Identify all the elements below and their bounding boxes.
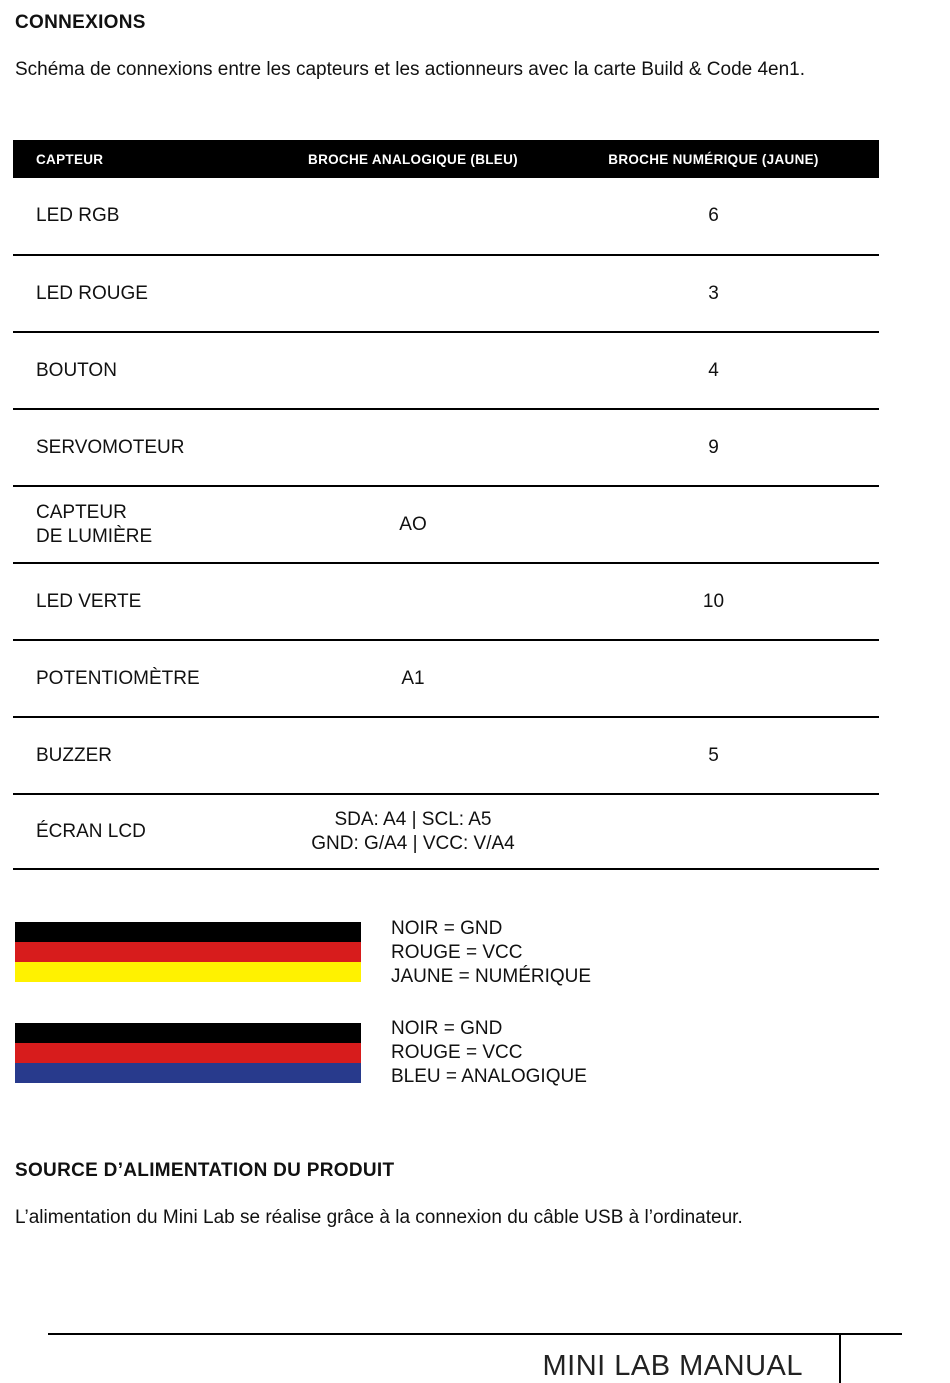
cable-band-blue: [15, 1063, 361, 1083]
cable-band-red: [15, 1043, 361, 1063]
analog-cell: [278, 178, 548, 255]
sensor-cell: LED ROUGE: [13, 255, 278, 332]
cable-band-yellow: [15, 962, 361, 982]
sensor-cell: SERVOMOTEUR: [13, 409, 278, 486]
digital-cell: 3: [548, 255, 879, 332]
sensor-cell: CAPTEUR DE LUMIÈRE: [13, 486, 278, 563]
cable-analog-swatch: [15, 1023, 361, 1083]
analog-cell: AO: [278, 486, 548, 563]
digital-cell: 6: [548, 178, 879, 255]
cable-digital-swatch: [15, 922, 361, 982]
table-header-row: [13, 140, 879, 178]
table-row: [13, 717, 879, 794]
table-row: [13, 178, 879, 255]
sensor-cell: BUZZER: [13, 717, 278, 794]
analog-cell: A1: [278, 640, 548, 717]
cable-digital-legend: NOIR = GND ROUGE = VCC JAUNE = NUMÉRIQUE: [391, 918, 592, 987]
digital-cell: 9: [548, 409, 879, 486]
footer-manual-title: MINI LAB MANUAL: [542, 1350, 803, 1382]
analog-cell: [278, 255, 548, 332]
section-title: CONNEXIONS: [15, 12, 146, 33]
sensor-cell: LED VERTE: [13, 563, 278, 640]
table-row: [13, 332, 879, 409]
table-row: [13, 255, 879, 332]
intro-text: Schéma de connexions entre les capteurs et les actionneurs avec la carte Build & Code 4en1.: [15, 59, 806, 80]
power-title: SOURCE D’ALIMENTATION DU PRODUIT: [15, 1160, 395, 1181]
header-sensor: CAPTEUR: [13, 140, 278, 178]
header-analog: BROCHE ANALOGIQUE (BLEU): [278, 140, 548, 178]
table-row: [13, 640, 879, 717]
footer-divider: [48, 1333, 902, 1335]
sensor-cell: BOUTON: [13, 332, 278, 409]
cable-analog-legend: NOIR = GND ROUGE = VCC BLEU = ANALOGIQUE: [391, 1018, 587, 1087]
cable-band-black: [15, 922, 361, 942]
power-text: L’alimentation du Mini Lab se réalise grâce à la connexion du câble USB à l’ordinateur.: [15, 1207, 743, 1228]
table-row: [13, 486, 879, 563]
analog-cell: [278, 409, 548, 486]
digital-cell: 5: [548, 717, 879, 794]
table-row: [13, 794, 879, 869]
footer-vertical-divider: [839, 1333, 841, 1383]
analog-cell: [278, 717, 548, 794]
digital-cell: [548, 794, 879, 869]
connections-table: [13, 140, 879, 870]
digital-cell: [548, 486, 879, 563]
analog-cell: [278, 332, 548, 409]
sensor-cell: POTENTIOMÈTRE: [13, 640, 278, 717]
digital-cell: [548, 640, 879, 717]
digital-cell: 10: [548, 563, 879, 640]
analog-cell: [278, 563, 548, 640]
sensor-cell: ÉCRAN LCD: [13, 794, 278, 869]
cable-band-black: [15, 1023, 361, 1043]
header-digital: BROCHE NUMÉRIQUE (JAUNE): [548, 140, 879, 178]
cable-band-red: [15, 942, 361, 962]
sensor-cell: LED RGB: [13, 178, 278, 255]
table-row: [13, 563, 879, 640]
table-row: [13, 409, 879, 486]
analog-cell: SDA: A4 | SCL: A5 GND: G/A4 | VCC: V/A4: [278, 794, 548, 869]
digital-cell: 4: [548, 332, 879, 409]
